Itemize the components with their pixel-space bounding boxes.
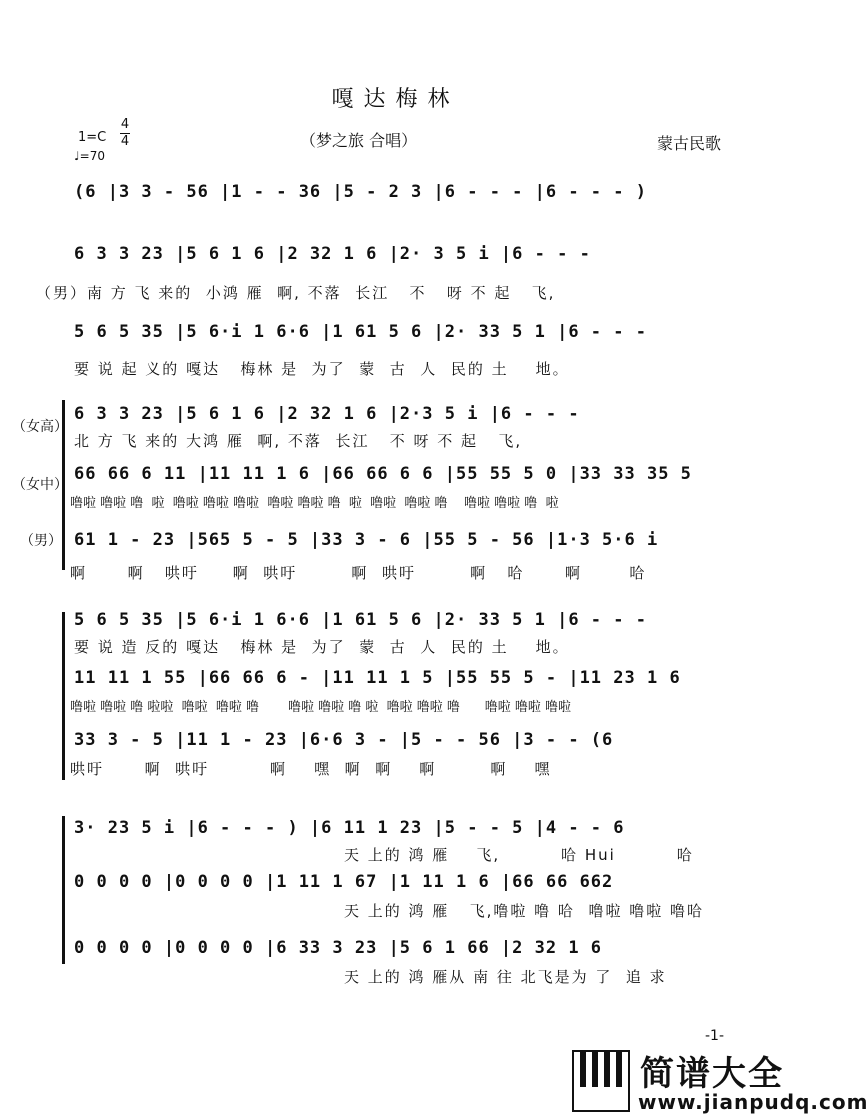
part-label-female-high: （女高） <box>12 419 68 435</box>
system1-voice1-notes: 6 3 3 23 |5 6 1 6 |2 32 1 6 |2·3 5 i |6 - - - <box>74 404 580 424</box>
system2-bracket <box>62 612 65 780</box>
system2-voice2-lyrics: 噜啦 噜啦 噜 啦啦 噜啦 噜啦 噜 噜啦 噜啦 噜 啦 噜啦 噜啦 噜 噜啦 噜啦 噜啦 <box>70 700 571 715</box>
system3-voice3-notes: 0 0 0 0 |0 0 0 0 |6 33 3 23 |5 6 1 66 |2 32 1 6 <box>74 938 603 958</box>
key-signature: 1=C <box>78 130 107 145</box>
system1-voice2-lyrics: 噜啦 噜啦 噜 啦 噜啦 噜啦 噜啦 噜啦 噜啦 噜 啦 噜啦 噜啦 噜 噜啦 噜啦 噜 啦 <box>70 496 559 511</box>
time-signature <box>120 118 130 149</box>
part-label-male: （男） <box>20 533 62 549</box>
meter-bottom: 4 <box>120 134 130 149</box>
system1-voice3-lyrics: 啊 啊 哄吁 啊 哄吁 啊 哄吁 啊 哈 啊 哈 <box>70 564 647 582</box>
system1-voice3-notes: 61 1 - 23 |565 5 - 5 |33 3 - 6 |55 5 - 56 |1·3 5·6 i <box>74 530 659 550</box>
intro-notes: (6 |3 3 - 56 |1 - - 36 |5 - 2 3 |6 - - - |6 - - - ) <box>74 182 647 202</box>
system1-voice2-notes: 66 66 6 11 |11 11 1 6 |66 66 6 6 |55 55 5 0 |33 33 35 5 <box>74 464 692 484</box>
part-label-female-mid: （女中） <box>12 477 68 493</box>
watermark-url: www.jianpudq.com <box>638 1090 868 1114</box>
line1-notes: 6 3 3 23 |5 6 1 6 |2 32 1 6 |2· 3 5 i |6 - - - <box>74 244 591 264</box>
watermark-name: 简谱大全 <box>640 1054 784 1094</box>
system3-voice2-notes: 0 0 0 0 |0 0 0 0 |1 11 1 67 |1 11 1 6 |66 66 662 <box>74 872 614 892</box>
song-subtitle: （梦之旅 合唱） <box>300 131 418 150</box>
page-number: -1- <box>705 1028 725 1044</box>
system2-voice1-lyrics: 要 说 造 反的 嘎达 梅林 是 为了 蒙 古 人 民的 土 地。 <box>74 638 570 656</box>
line1-lyrics: （男）南 方 飞 来的 小鸿 雁 啊, 不落 长江 不 呀 不 起 飞, <box>36 284 556 302</box>
system2-voice2-notes: 11 11 1 55 |66 66 6 - |11 11 1 5 |55 55 5 - |11 23 1 6 <box>74 668 681 688</box>
piano-keys-icon <box>572 1050 630 1116</box>
system2-voice3-notes: 33 3 - 5 |11 1 - 23 |6·6 3 - |5 - - 56 |3 - - (6 <box>74 730 614 750</box>
tempo-value: =70 <box>79 149 105 163</box>
system3-voice1-lyrics: 天 上的 鸿 雁 飞, 哈 Hui 哈 <box>344 846 694 864</box>
system3-voice3-lyrics: 天 上的 鸿 雁从 南 往 北飞是为 了 追 求 <box>344 968 667 986</box>
system2-voice3-lyrics: 哄吁 啊 哄吁 啊 嘿 啊 啊 啊 啊 嘿 <box>70 760 552 778</box>
system3-voice2-lyrics: 天 上的 鸿 雁 飞,噜啦 噜 哈 噜啦 噜啦 噜哈 <box>344 902 704 920</box>
system2-voice1-notes: 5 6 5 35 |5 6·i 1 6·6 |1 61 5 6 |2· 33 5 1 |6 - - - <box>74 610 647 630</box>
line2-lyrics: 要 说 起 义的 嘎达 梅林 是 为了 蒙 古 人 民的 土 地。 <box>74 360 570 378</box>
system3-bracket <box>62 816 65 964</box>
line2-notes: 5 6 5 35 |5 6·i 1 6·6 |1 61 5 6 |2· 33 5 1 |6 - - - <box>74 322 647 342</box>
tempo-marking: ♩=70 <box>74 149 105 163</box>
song-title: 嘎达梅林 <box>331 87 460 112</box>
composer: 蒙古民歌 <box>657 134 722 153</box>
system3-voice1-notes: 3· 23 5 i |6 - - - ) |6 11 1 23 |5 - - 5 |4 - - 6 <box>74 818 625 838</box>
system1-voice1-lyrics: 北 方 飞 来的 大鸿 雁 啊, 不落 长江 不 呀 不 起 飞, <box>74 432 523 450</box>
meter-top: 4 <box>120 117 130 132</box>
